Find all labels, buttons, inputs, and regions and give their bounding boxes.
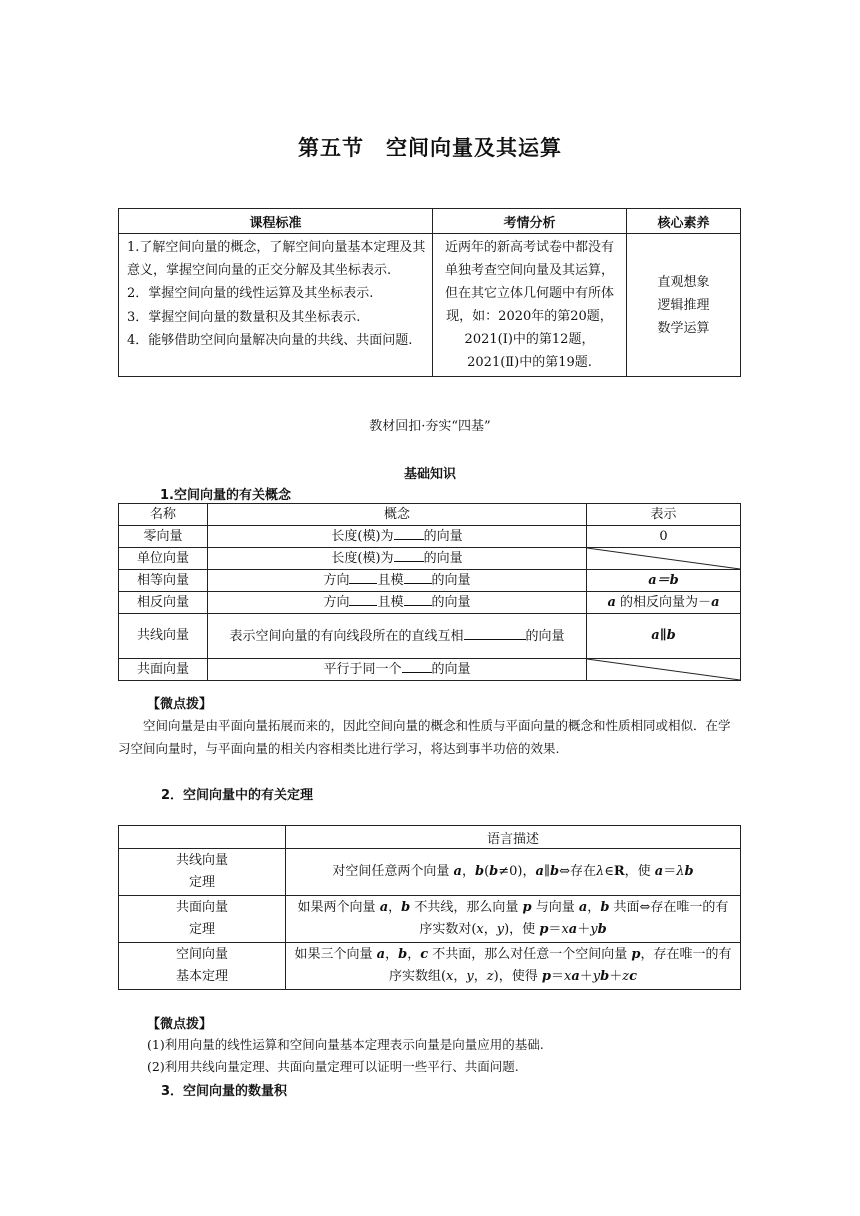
crossed-out-cell — [587, 659, 741, 681]
theorem-name-text: 共面向量定理 — [175, 900, 228, 937]
concept-representation — [587, 592, 741, 614]
concepts-table — [118, 503, 741, 681]
fill-blank — [349, 592, 377, 606]
definition-text: 的向量 — [423, 529, 463, 544]
literacy-item: 直观想象 — [657, 274, 710, 290]
table-header-row — [119, 209, 741, 234]
concept-representation: 0 — [587, 526, 741, 548]
concept-name: 共面向量 — [119, 659, 208, 681]
table-row — [119, 943, 741, 990]
theorem-name — [119, 896, 286, 943]
fill-blank — [404, 570, 432, 584]
diagonal-line — [587, 548, 740, 569]
header-name: 名称 — [119, 504, 208, 526]
definition-text: 长度(模)为 — [331, 551, 394, 566]
literacy-cell — [627, 234, 741, 377]
theorem-name — [119, 849, 286, 896]
fill-blank — [464, 626, 526, 640]
definition-text: 方向 — [323, 595, 350, 610]
concept-name: 零向量 — [119, 526, 208, 548]
definition-text: 的向量 — [431, 573, 471, 588]
math-expression: a＝b — [648, 572, 679, 588]
math-variable: a — [607, 594, 616, 610]
table-header-row — [119, 826, 741, 849]
table-row — [119, 896, 741, 943]
table-row — [119, 570, 741, 592]
standards-table — [118, 208, 741, 377]
definition-text: 方向 — [323, 573, 350, 588]
definition-text: 的向量 — [423, 551, 463, 566]
header-exam-analysis: 考情分析 — [433, 209, 627, 234]
table-row — [119, 614, 741, 659]
fill-blank — [394, 548, 424, 562]
standard-item: 1.了解空间向量的概念，了解空间向量基本定理及其意义，掌握空间向量的正交分解及其坐标表示. — [127, 240, 426, 279]
literacy-item: 逻辑推理 — [657, 297, 710, 313]
concept-definition — [208, 570, 587, 592]
tip-text: 空间向量是由平面向量拓展而来的，因此空间向量的概念和性质与平面向量的概念和性质相同或相似．在学习空间向量时，与平面向量的相关内容相类比进行学习，将达到事半功倍的效果. — [118, 718, 731, 756]
fill-blank — [404, 592, 432, 606]
header-concept: 概念 — [208, 504, 587, 526]
theorem-description: 对空间任意两个向量 a，b(b≠0)，a∥b⇔存在λ∈R，使 a＝λb — [286, 849, 741, 896]
header-curriculum-standard: 课程标准 — [119, 209, 433, 234]
tip-label: 【微点拨】 — [147, 1017, 213, 1032]
fill-blank — [402, 659, 432, 673]
concept-definition — [208, 548, 587, 570]
fill-blank — [349, 570, 377, 584]
theorem-name-text: 共线向量定理 — [175, 853, 228, 890]
concept-name: 相反向量 — [119, 592, 208, 614]
table-row — [119, 548, 741, 570]
header-empty — [119, 826, 286, 849]
tip-line: (2)利用共线向量定理、共面向量定理可以证明一些平行、共面问题. — [147, 1059, 519, 1074]
math-variable: a — [711, 594, 720, 610]
standard-item: 4．能够借助空间向量解决向量的共线、共面问题. — [127, 332, 413, 348]
table-row — [119, 659, 741, 681]
crossed-out-cell — [587, 548, 741, 570]
table-row — [119, 849, 741, 896]
definition-text: 的向量 — [431, 662, 471, 677]
section-banner: 教材回扣·夯实“四基” — [369, 419, 491, 434]
header-core-literacy: 核心素养 — [627, 209, 741, 234]
concept-definition — [208, 526, 587, 548]
standards-cell — [119, 234, 433, 377]
definition-text: 且模 — [377, 595, 404, 610]
dot-product-heading: 3．空间向量的数量积 — [161, 1084, 288, 1099]
theorem-name-text: 空间向量基本定理 — [175, 947, 228, 984]
theorems-table — [118, 825, 741, 990]
standard-item: 2．掌握空间向量的线性运算及其坐标表示. — [127, 286, 374, 302]
tip-line: (1)利用向量的线性运算和空间向量基本定理表示向量是向量应用的基础. — [147, 1037, 544, 1052]
header-representation: 表示 — [587, 504, 741, 526]
theorems-heading: 2．空间向量中的有关定理 — [161, 788, 314, 803]
definition-text: 平行于同一个 — [323, 662, 402, 677]
page-title: 第五节 空间向量及其运算 — [298, 136, 562, 160]
analysis-cell: 近两年的新高考试卷中都没有单独考查空间向量及其运算，但在其它立体几何题中有所体现，如：2020年的第20题，2021(Ⅰ)中的第12题，2021(Ⅱ)中的第19题. — [433, 234, 627, 377]
table-row — [119, 592, 741, 614]
definition-text: 且模 — [377, 573, 404, 588]
concept-name: 共线向量 — [119, 614, 208, 659]
concepts-heading: 1.空间向量的有关概念 — [160, 488, 291, 503]
theorem-description: 如果两个向量 a，b 不共线，那么向量 p 与向量 a，b 共面⇔存在唯一的有序实数对(x，y)，使 p＝xa＋yb — [286, 896, 741, 943]
concept-definition — [208, 659, 587, 681]
standard-item: 3．掌握空间向量的数量积及其坐标表示. — [127, 309, 361, 325]
header-description: 语言描述 — [286, 826, 741, 849]
definition-text: 的向量 — [525, 628, 565, 644]
theorem-name — [119, 943, 286, 990]
tip-paragraph — [118, 714, 741, 760]
concept-name: 相等向量 — [119, 570, 208, 592]
math-expression: a∥b — [651, 628, 676, 643]
basic-knowledge-heading: 基础知识 — [403, 467, 456, 482]
table-row — [119, 526, 741, 548]
theorem-description: 如果三个向量 a，b，c 不共面，那么对任意一个空间向量 p，存在唯一的有序实数组(x，y，z)，使得 p＝xa＋yb＋zc — [286, 943, 741, 990]
table-row — [119, 234, 741, 377]
definition-text: 的向量 — [431, 595, 471, 610]
concept-representation — [587, 570, 741, 592]
concept-definition — [208, 614, 587, 659]
concept-name: 单位向量 — [119, 548, 208, 570]
table-header-row — [119, 504, 741, 526]
concept-representation — [587, 614, 741, 659]
tip-label: 【微点拨】 — [147, 697, 213, 712]
concept-definition — [208, 592, 587, 614]
definition-text: 表示空间向量的有向线段所在的直线互相 — [229, 628, 464, 644]
representation-text: 的相反向量为－ — [615, 594, 712, 610]
diagonal-line — [587, 659, 740, 680]
fill-blank — [394, 526, 424, 540]
definition-text: 长度(模)为 — [331, 529, 394, 544]
literacy-item: 数学运算 — [657, 320, 710, 336]
